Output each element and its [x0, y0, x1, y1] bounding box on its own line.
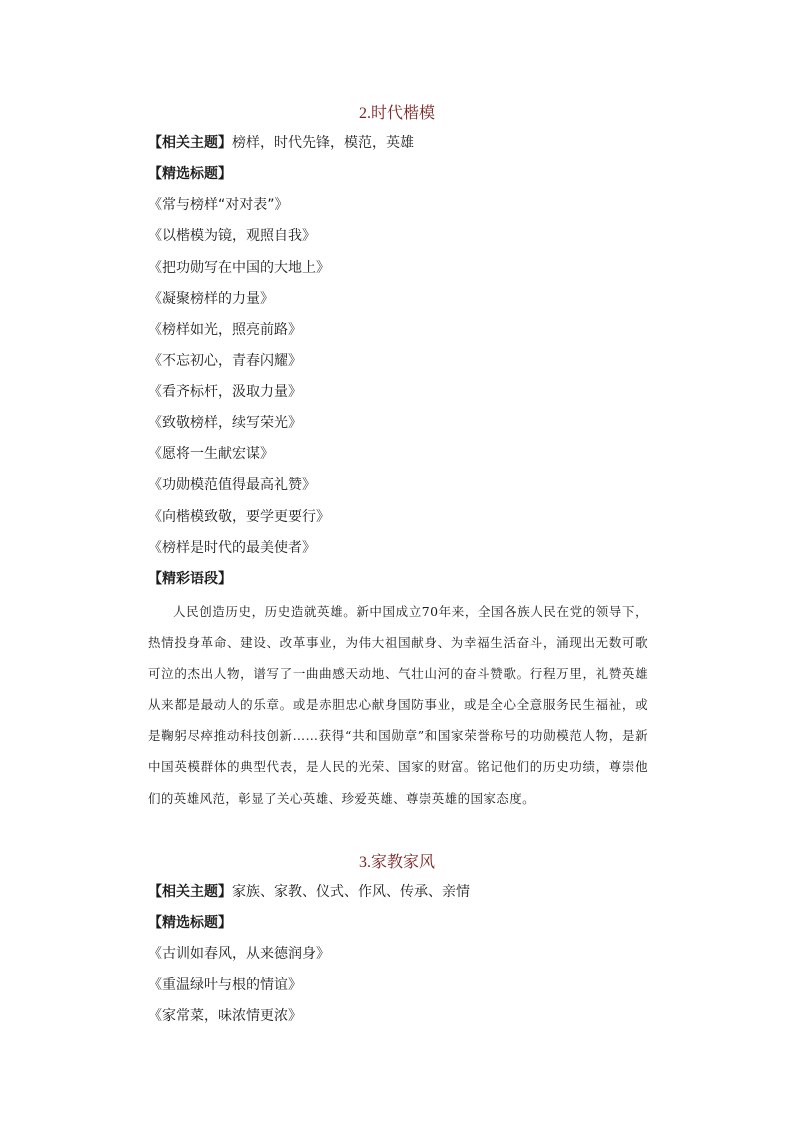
section-3-titles-label: 【精选标题】 — [148, 915, 232, 931]
section-2-heading — [0, 100, 794, 123]
title-item: 《榜样是时代的最美使者》 — [148, 540, 316, 556]
section-3-heading — [0, 849, 794, 872]
title-item: 《功勋模范值得最高礼赞》 — [148, 477, 316, 493]
section-2-paragraph-label: 【精彩语段】 — [148, 571, 232, 587]
topic-value: 榜样，时代先锋，模范，英雄 — [232, 135, 414, 151]
section-3-title: 家教家风 — [370, 852, 435, 871]
section-3-topic — [148, 882, 470, 902]
title-item: 《不忘初心，青春闪耀》 — [148, 353, 302, 369]
title-item: 《致敬榜样，续写荣光》 — [148, 415, 302, 431]
title-item: 《重温绿叶与根的情谊》 — [148, 977, 302, 993]
section-2-paragraph: 人民创造历史，历史造就英雄。新中国成立70年来，全国各族人民在党的领导下，热情投身革命、建设、改革事业，为伟大祖国献身、为幸福生活奋斗，涌现出无数可歌可泣的杰出人物，谱写了一曲曲感天动地、气壮山河的奋斗赞歌。行程万里，礼赞英雄从来都是最动人的乐章。或是赤胆忠心献身国防事业，或是全心全意服务民生福祉，或是鞠躬尽瘁推动科技创新……获得“共和国勋章”和国家荣誉称号的功勋模范人物，是新中国英模群体的典型代表，是人民的光荣、国家的财富。铭记他们的历史功绩，尊崇他们的英雄风范，彰显了关心英雄、珍爱英雄、尊崇英雄的国家态度。 — [148, 604, 648, 806]
title-item: 《愿将一生献宏谋》 — [148, 446, 274, 462]
title-item: 《以楷模为镜，观照自我》 — [148, 228, 316, 244]
topic-label: 【相关主题】 — [148, 135, 232, 151]
section-2-topic — [148, 133, 414, 153]
title-item: 《看齐标杆，汲取力量》 — [148, 384, 302, 400]
title-item: 《向楷模致敬，要学更要行》 — [148, 509, 330, 525]
section-2-title: 时代楷模 — [370, 103, 435, 122]
title-item: 《把功勋写在中国的大地上》 — [148, 260, 330, 276]
title-item: 《古训如春风，从来德润身》 — [148, 946, 330, 962]
title-item: 《常与榜样“对对表”》 — [148, 197, 289, 213]
title-item: 《榜样如光，照亮前路》 — [148, 322, 302, 338]
topic-label: 【相关主题】 — [148, 884, 232, 900]
section-2-titles-label: 【精选标题】 — [148, 166, 232, 182]
section-2-number: 2. — [358, 105, 371, 122]
section-3-number: 3. — [358, 854, 371, 871]
title-item: 《家常菜，味浓情更浓》 — [148, 1008, 302, 1024]
topic-value: 家族、家教、仪式、作风、传承、亲情 — [232, 884, 470, 900]
title-item: 《凝聚榜样的力量》 — [148, 291, 274, 307]
